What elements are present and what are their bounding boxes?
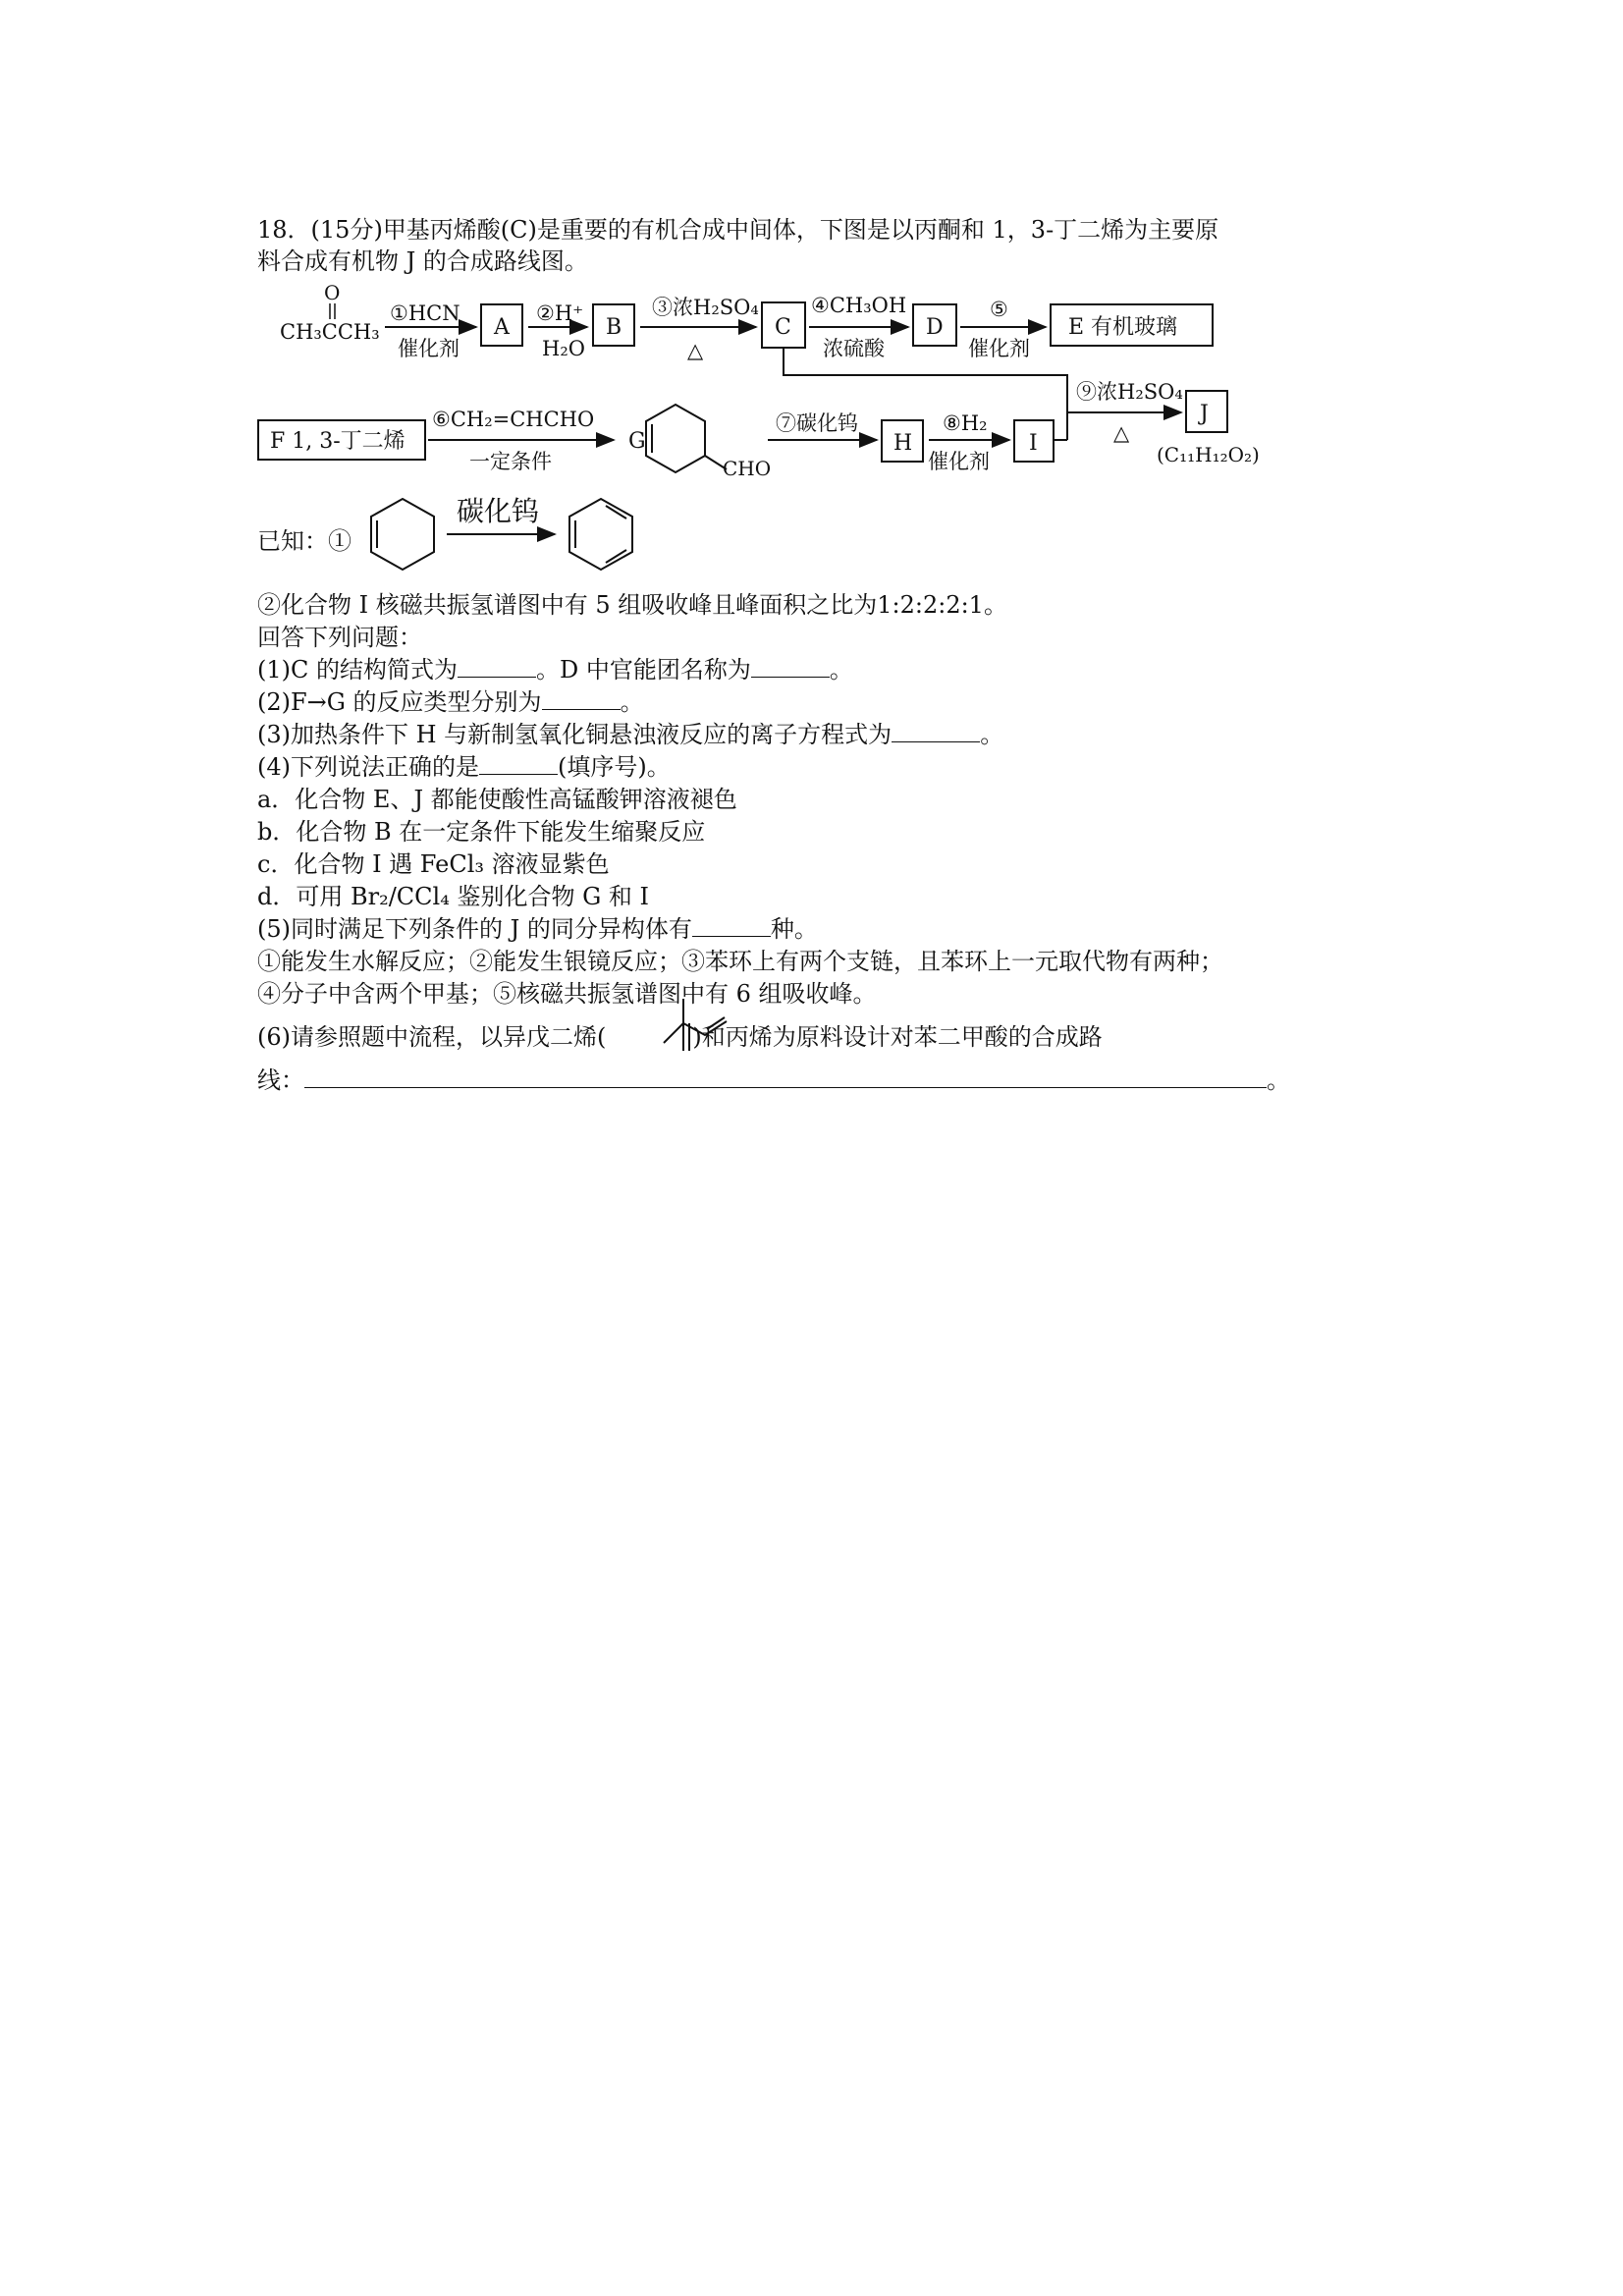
compound-D-label: D <box>926 315 944 340</box>
compound-G-letter: G <box>628 429 646 454</box>
q6-text-a: (6)请参照题中流程，以异戊二烯( <box>257 1023 607 1051</box>
step5-condition: 催化剂 <box>968 337 1030 360</box>
step9-reagent: ⑨浓H₂SO₄ <box>1076 380 1183 404</box>
q5-text-a: (5)同时满足下列条件的 J 的同分异构体有 <box>257 915 692 943</box>
answer-prompt: 回答下列问题： <box>257 624 422 651</box>
compound-J-formula: (C₁₁H₁₂O₂) <box>1157 443 1260 466</box>
q1-text-a: (1)C 的结构简式为 <box>257 656 458 683</box>
known-reaction-scheme <box>363 491 658 579</box>
q3-text-b: 。 <box>980 721 1004 748</box>
synthesis-route-diagram <box>0 0 1623 550</box>
question-3 <box>257 719 1003 750</box>
q6-end: 。 <box>1267 1066 1290 1094</box>
step4-reagent: ④CH₃OH <box>811 294 907 317</box>
step2-reagent: ②H⁺ <box>536 301 584 325</box>
stem-line-2: 料合成有机物 J 的合成路线图。 <box>257 247 588 275</box>
q3-blank[interactable] <box>892 741 980 742</box>
step3-condition: △ <box>687 339 704 362</box>
q4-text-a: (4)下列说法正确的是 <box>257 753 479 781</box>
q1-blank-2[interactable] <box>751 677 830 678</box>
question-6-answer-line <box>257 1065 1290 1096</box>
benzene-icon <box>569 499 632 570</box>
question-1 <box>257 654 853 685</box>
question-2 <box>257 686 644 718</box>
q2-text-b: 。 <box>620 688 644 716</box>
compound-E-label: E 有机玻璃 <box>1068 315 1178 340</box>
compound-I-label: I <box>1029 431 1038 456</box>
isoprene-icon <box>656 994 744 1053</box>
step1-condition: 催化剂 <box>398 337 460 360</box>
q5-text-b: 种。 <box>770 915 818 943</box>
question-4 <box>257 751 671 783</box>
known-arrow-label: 碳化钨 <box>457 495 540 527</box>
step3-reagent: ③浓H₂SO₄ <box>652 296 759 319</box>
question-number: 18．(15分) <box>257 216 383 244</box>
stem-line-1: 甲基丙烯酸(C)是重要的有机合成中间体，下图是以丙酮和 1，3-丁二烯为主要原 <box>382 216 1219 244</box>
q3-text-a: (3)加热条件下 H 与新制氢氧化铜悬浊液反应的离子方程式为 <box>257 721 893 748</box>
option-a: a．化合物 E、J 都能使酸性高锰酸钾溶液褪色 <box>257 786 737 813</box>
step7-reagent: ⑦碳化钨 <box>776 411 858 435</box>
condition-line-2: ④分子中含两个甲基；⑤核磁共振氢谱图中有 6 组吸收峰。 <box>257 980 877 1008</box>
condition-line-1: ①能发生水解反应；②能发生银镜反应；③苯环上有两个支链，且苯环上一元取代物有两种； <box>257 948 1223 975</box>
q1-text-b: 。D 中官能团名称为 <box>536 656 751 683</box>
compound-B-label: B <box>606 315 622 340</box>
q4-blank[interactable] <box>479 774 558 775</box>
compound-F-label: F 1, 3-丁二烯 <box>270 429 406 454</box>
known-item-2: ②化合物 I 核磁共振氢谱图中有 5 组吸收峰且峰面积之比为1:2:2:2:1。 <box>257 591 1007 619</box>
step6-reagent: ⑥CH₂=CHCHO <box>432 408 595 431</box>
step1-reagent: ①HCN <box>390 301 460 325</box>
compound-A-label: A <box>494 315 510 340</box>
q4-text-b: (填序号)。 <box>558 753 671 781</box>
q1-blank-1[interactable] <box>458 677 536 678</box>
step5-reagent: ⑤ <box>990 298 1008 321</box>
compound-C-label: C <box>775 315 791 340</box>
q5-blank[interactable] <box>692 936 771 937</box>
q2-text-a: (2)F→G 的反应类型分别为 <box>257 688 542 716</box>
acetone-formula: CH₃CCH₃ <box>280 320 380 344</box>
step9-condition: △ <box>1113 421 1130 445</box>
compound-G-structure <box>646 405 771 480</box>
acetone-carbonyl-o: O <box>324 281 341 304</box>
option-d: d．可用 Br₂/CCl₄ 鉴别化合物 G 和 I <box>257 883 649 910</box>
step8-condition: 催化剂 <box>928 450 990 473</box>
step6-condition: 一定条件 <box>469 450 552 473</box>
step2-condition: H₂O <box>542 337 585 360</box>
q2-blank[interactable] <box>542 709 621 710</box>
option-b: b．化合物 B 在一定条件下能发生缩聚反应 <box>257 818 706 846</box>
compound-H-label: H <box>893 431 913 456</box>
q6-text-b: )和丙烯为原料设计对苯二甲酸的合成路 <box>692 1023 1103 1051</box>
step4-condition: 浓硫酸 <box>823 337 885 360</box>
known-label: 已知：① <box>257 527 352 555</box>
question-5 <box>257 913 818 945</box>
step8-reagent: ⑧H₂ <box>943 411 988 435</box>
compound-J-label: J <box>1200 402 1209 426</box>
cyclohexene-icon <box>371 499 434 570</box>
q6-text-c: 线： <box>257 1066 304 1094</box>
q1-text-c: 。 <box>829 656 853 683</box>
q6-blank[interactable] <box>304 1087 1267 1088</box>
option-c: c．化合物 I 遇 FeCl₃ 溶液显紫色 <box>257 850 610 878</box>
compound-G-cho: CHO <box>723 457 772 480</box>
